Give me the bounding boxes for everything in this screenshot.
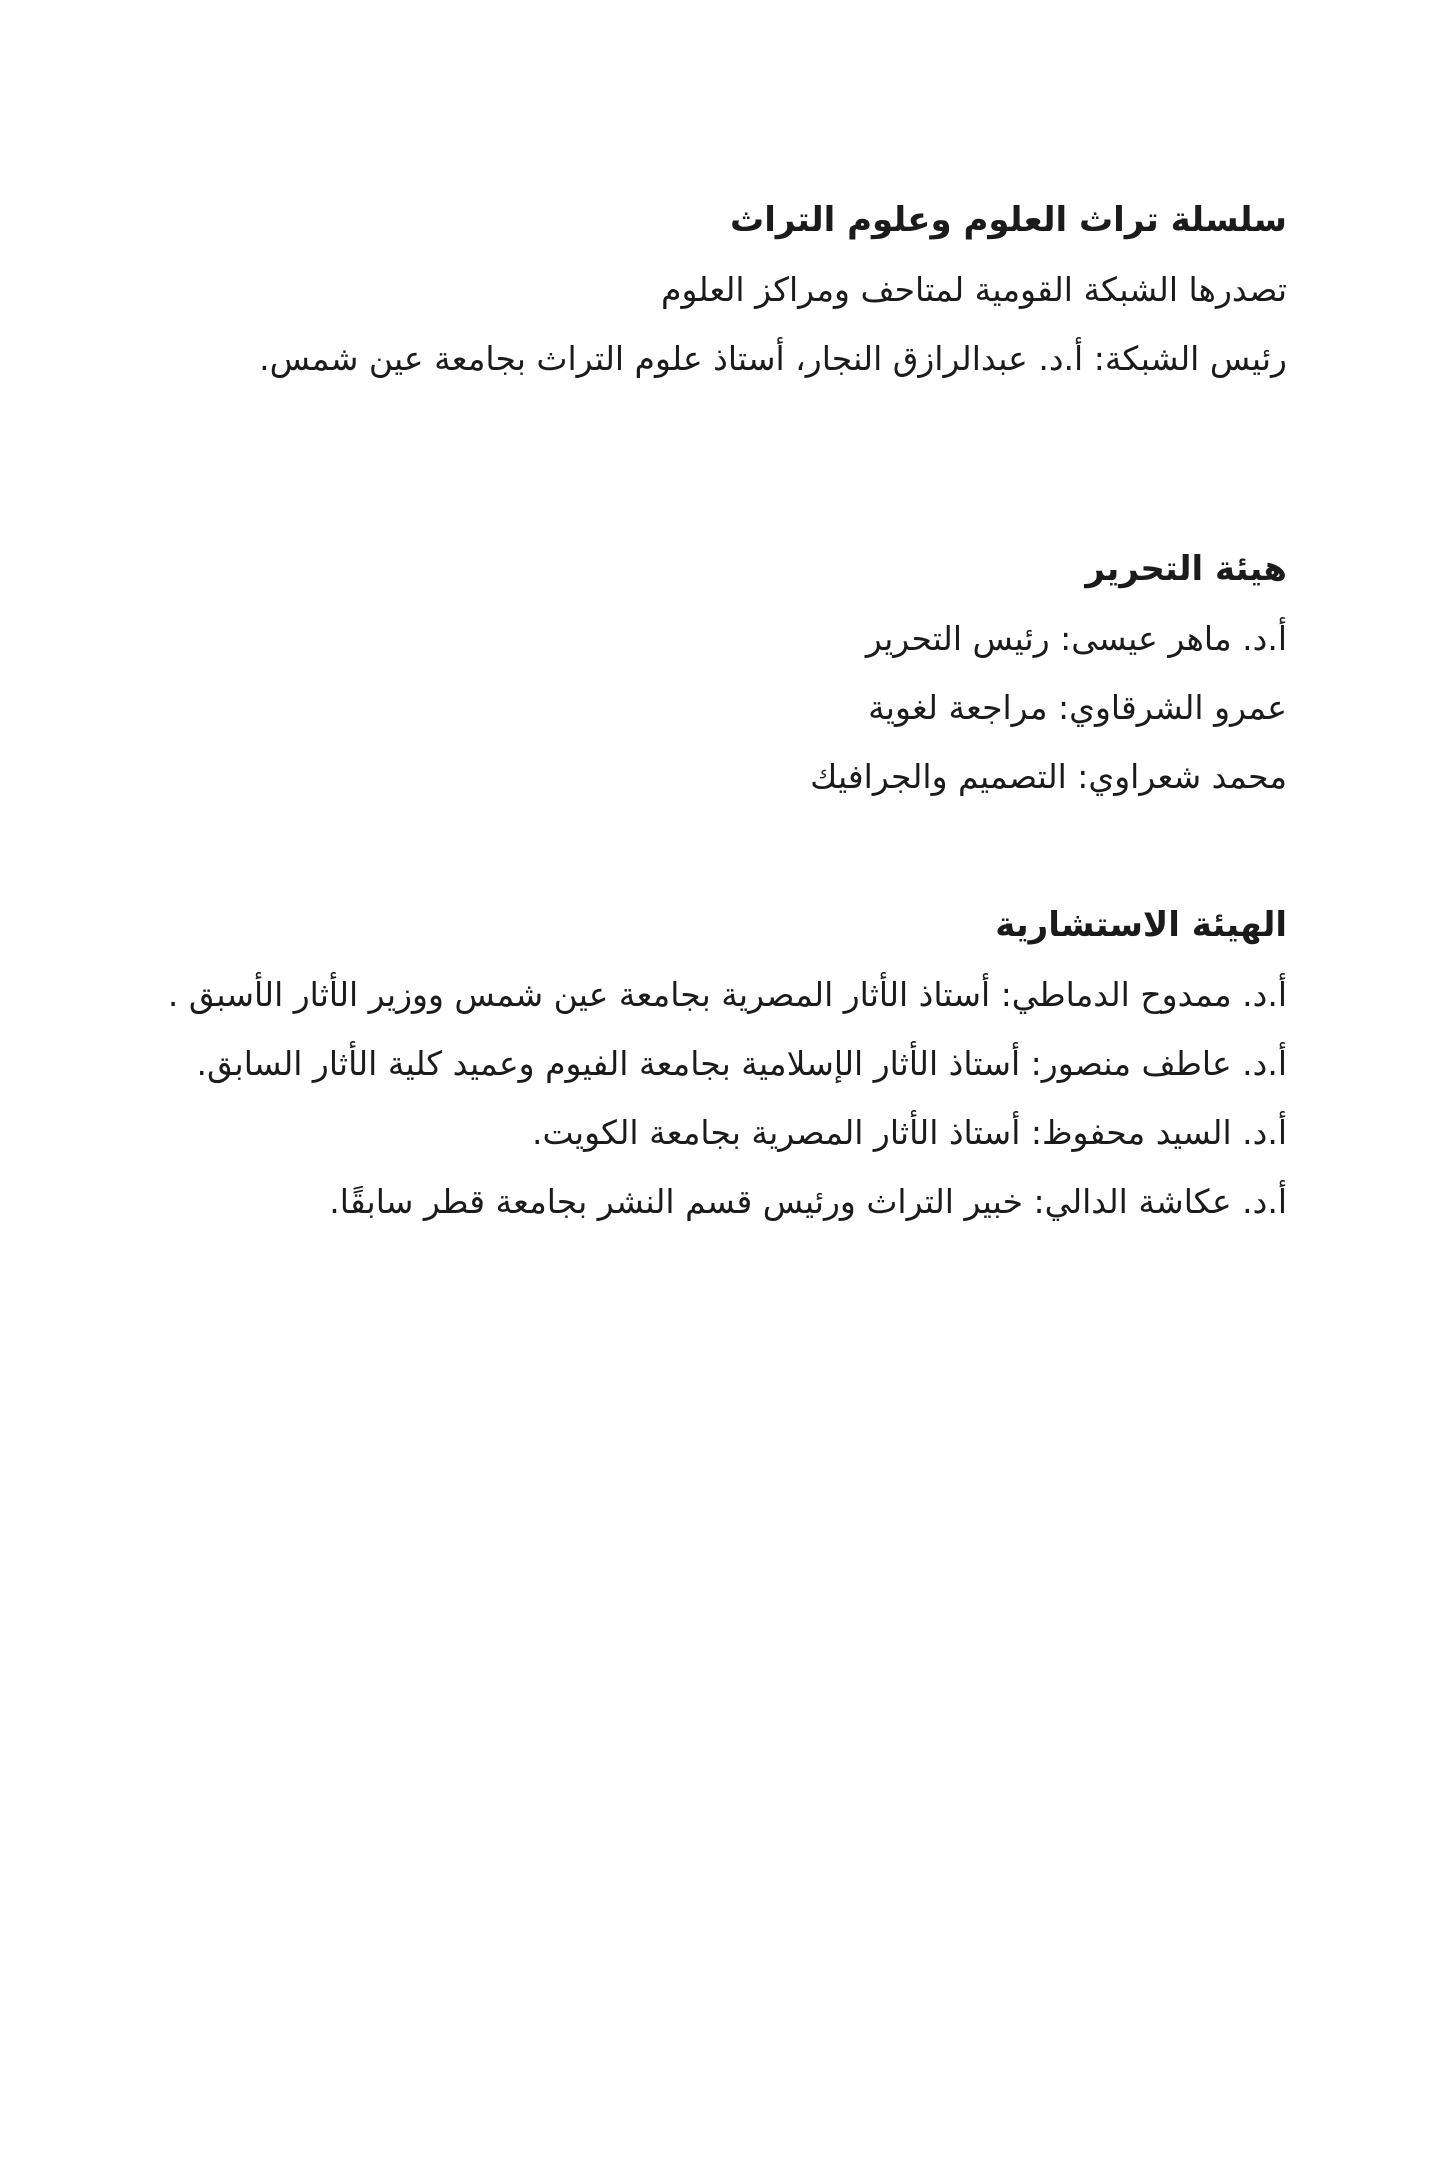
advisory-board-section xyxy=(140,891,1287,1236)
editorial-board-member: أ.د. ماهر عيسى: رئيس التحرير xyxy=(865,619,1287,658)
series-title: سلسلة تراث العلوم وعلوم التراث xyxy=(730,200,1287,240)
advisory-board-member: أ.د. عكاشة الدالي: خبير التراث ورئيس قسم النشر بجامعة قطر سابقًا. xyxy=(329,1182,1287,1221)
advisory-board-member: أ.د. عاطف منصور: أستاذ الأثار الإسلامية بجامعة الفيوم وعميد كلية الأثار السابق. xyxy=(196,1044,1287,1083)
editorial-board-section xyxy=(140,535,1287,811)
editorial-board-heading: هيئة التحرير xyxy=(1085,549,1287,589)
series-info-block xyxy=(140,186,1287,393)
editorial-board-member: عمرو الشرقاوي: مراجعة لغوية xyxy=(868,688,1287,727)
series-publisher-line: تصدرها الشبكة القومية لمتاحف ومراكز العلوم xyxy=(661,270,1287,309)
advisory-board-member: أ.د. ممدوح الدماطي: أستاذ الأثار المصرية بجامعة عين شمس ووزير الأثار الأسبق . xyxy=(167,975,1287,1014)
editorial-board-member: محمد شعراوي: التصميم والجرافيك xyxy=(810,757,1287,796)
advisory-board-heading: الهيئة الاستشارية xyxy=(995,905,1287,945)
network-head-line: رئيس الشبكة: أ.د. عبدالرازق النجار، أستاذ علوم التراث بجامعة عين شمس. xyxy=(259,339,1287,378)
advisory-board-member: أ.د. السيد محفوظ: أستاذ الأثار المصرية بجامعة الكويت. xyxy=(532,1113,1287,1152)
